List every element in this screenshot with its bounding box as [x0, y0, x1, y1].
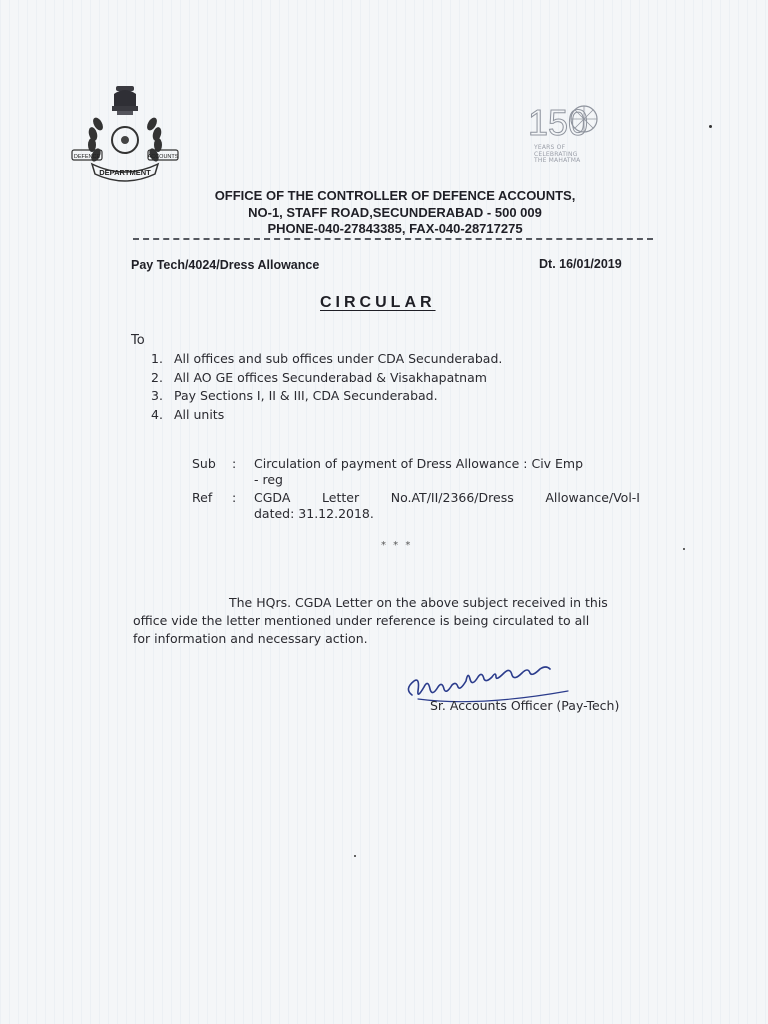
scan-speck — [683, 548, 685, 550]
subject-line2: - reg — [254, 472, 283, 487]
ref-row — [192, 490, 640, 522]
list-item — [151, 369, 502, 388]
list-item — [151, 406, 502, 425]
list-item-number: 1. — [151, 351, 163, 366]
subject-line1: Circulation of payment of Dress Allowance : Civ Emp — [254, 456, 584, 471]
defence-accounts-emblem-icon — [70, 82, 180, 182]
body-line2: office vide the letter mentioned under reference is being circulated to all — [133, 613, 590, 628]
to-label: To — [131, 333, 145, 348]
emblem-right-text: ACCOUNTS — [147, 154, 179, 160]
section-separator: * * * — [381, 540, 413, 551]
emblem-ribbon-text: DEPARTMENT — [99, 168, 151, 177]
subject-reference-block — [192, 456, 640, 524]
scan-speck — [709, 125, 712, 128]
body-line1: The HQrs. CGDA Letter on the above subject received in this — [229, 595, 608, 610]
recipient-list — [151, 350, 502, 424]
document-title: CIRCULAR — [320, 294, 436, 311]
body-line3: for information and necessary action. — [133, 631, 368, 646]
ref-line2: dated: 31.12.2018. — [254, 506, 374, 521]
list-item-number: 2. — [151, 369, 163, 385]
subject-label: Sub — [192, 456, 216, 471]
list-item-text: All units — [174, 406, 225, 422]
subject-colon: : — [232, 456, 237, 471]
emblem-left-text: DEFENCE — [73, 154, 101, 160]
ref-colon: : — [232, 490, 237, 505]
anniversary-number: 150 — [528, 102, 589, 143]
subject-text — [254, 456, 640, 488]
list-item-number: 4. — [151, 406, 163, 422]
list-item-text: All offices and sub offices under CDA Secunderabad. — [174, 351, 503, 366]
reference-number: Pay Tech/4024/Dress Allowance — [131, 258, 320, 272]
body-paragraph — [133, 594, 659, 648]
reference-date: Dt. 16/01/2019 — [539, 257, 622, 271]
ref-text — [254, 490, 640, 522]
office-phone-fax: PHONE-040-27843385, FAX-040-28717275 — [267, 221, 523, 236]
ref-label: Ref — [192, 490, 213, 505]
list-item-text: All AO GE offices Secunderabad & Visakhapatnam — [174, 369, 487, 385]
signatory-designation: Sr. Accounts Officer (Pay-Tech) — [430, 698, 620, 713]
office-name: OFFICE OF THE CONTROLLER OF DEFENCE ACCOUNTS, — [214, 188, 576, 203]
anniversary-caption-line2: CELEBRATING — [534, 150, 578, 158]
header-divider — [133, 238, 653, 240]
list-item-number: 3. — [151, 388, 163, 403]
office-address: NO-1, STAFF ROAD,SECUNDERABAD - 500 009 — [248, 205, 542, 220]
anniversary-caption-line3: THE MAHATMA — [534, 157, 581, 164]
anniversary-caption — [534, 145, 604, 165]
anniversary-caption-line1: YEARS OF — [534, 144, 566, 151]
list-item — [151, 387, 502, 406]
list-item — [151, 350, 502, 369]
subject-row — [192, 456, 640, 488]
scan-speck — [354, 855, 356, 857]
list-item-text: Pay Sections I, II & III, CDA Secunderabad. — [174, 388, 438, 403]
ref-line1: CGDA Letter No.AT/II/2366/Dress Allowance/Vol-I — [254, 490, 640, 505]
